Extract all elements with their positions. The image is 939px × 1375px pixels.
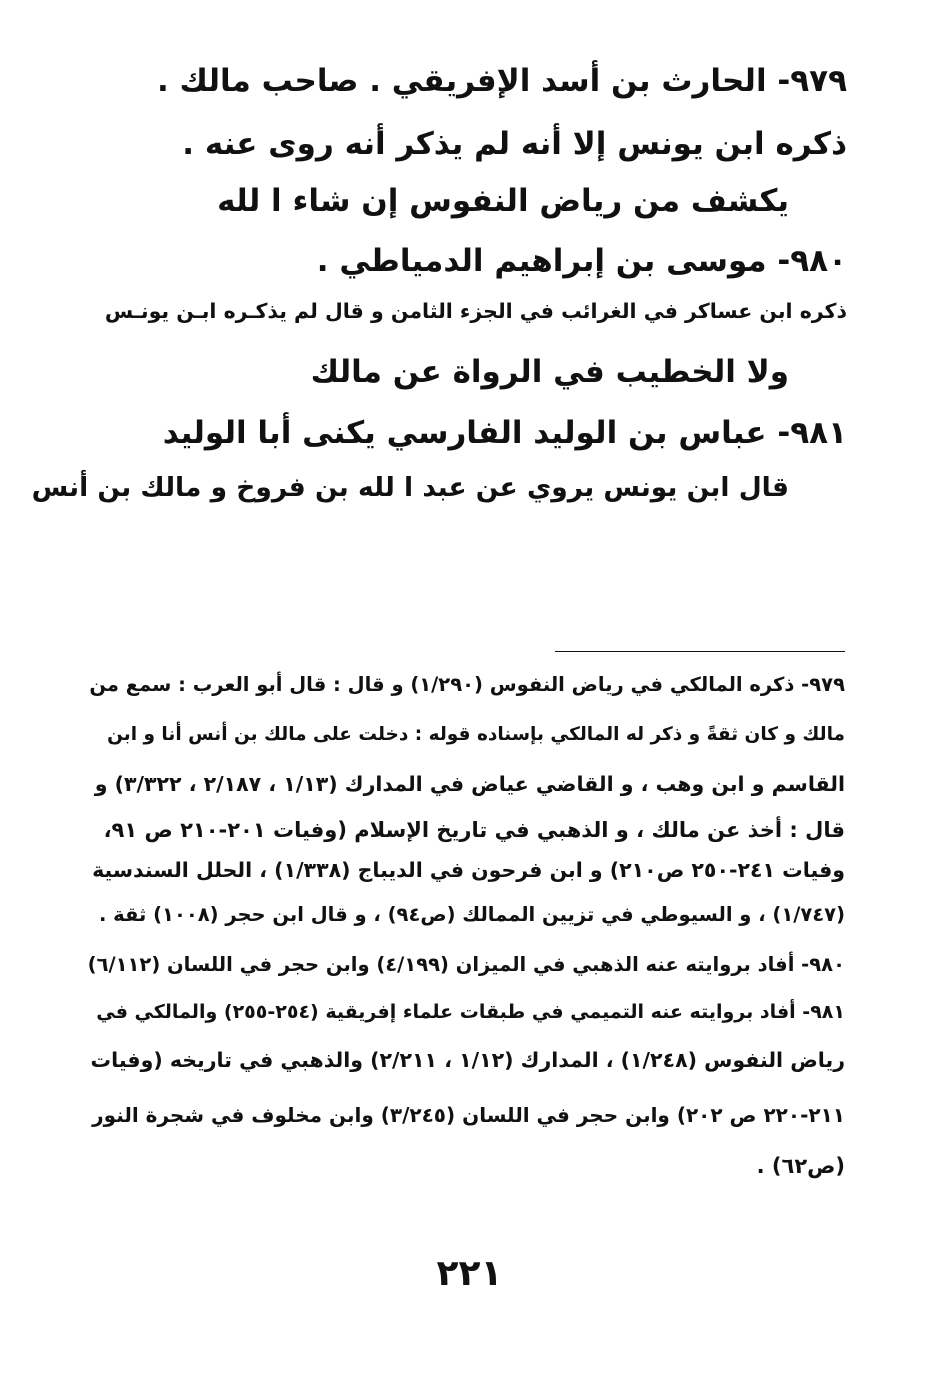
- footnote-line: مالك و كان ثقةً و ذكر له المالكي بإسناده قوله : دخلت على مالك بن أنس أنا و ابن: [107, 724, 845, 745]
- entry-981-heading: ٩٨١- عباس بن الوليد الفارسي يكنى أبا الوليد: [162, 415, 847, 451]
- footnote-line: ٢١١-٢٢٠ ص ٢٠٢) وابن حجر في اللسان (٣/٢٤٥) وابن مخلوف في شجرة النور: [92, 1103, 845, 1127]
- entry-980-text: ذكره ابن عساكر في الغرائب في الجزء الثامن و قال لم يذكـره ابـن يونـس: [104, 299, 847, 323]
- entry-981-text: قال ابن يونس يروي عن عبد ا لله بن فروخ و مالك بن أنس: [31, 472, 789, 503]
- footnote-line: القاسم و ابن وهب ، و القاضي عياض في المدارك (١/١٣ ، ٢/١٨٧ ، ٣/٣٢٢) و: [94, 772, 845, 796]
- entry-980-heading: ٩٨٠- موسى بن إبراهيم الدمياطي .: [316, 243, 847, 279]
- footnote-line: قال : أخذ عن مالك ، و الذهبي في تاريخ الإسلام (وفيات ٢٠١-٢١٠ ص ٩١،: [103, 818, 845, 842]
- footnote-line: ٩٨١- أفاد بروايته عنه التميمي في طبقات علماء إفريقية (٢٥٤-٢٥٥) والمالكي في: [96, 1001, 845, 1023]
- footnote-line: وفيات ٢٤١-٢٥٠ ص٢١٠) و ابن فرحون في الديباج (١/٣٣٨) ، الحلل السندسية: [92, 858, 845, 882]
- footnote-divider: [555, 651, 845, 652]
- footnote-line: (ص٦٢) .: [756, 1154, 845, 1178]
- footnote-line: ٩٨٠- أفاد بروايته عنه الذهبي في الميزان (٤/١٩٩) وابن حجر في اللسان (٦/١١٢): [87, 953, 845, 976]
- footnote-line: (١/٧٤٧) ، و السيوطي في تزيين الممالك (ص٩٤) ، و قال ابن حجر (١٠٠٨) ثقة .: [98, 903, 845, 926]
- footnote-line: ٩٧٩- ذكره المالكي في رياض النفوس (١/٢٩٠) و قال : قال أبو العرب : سمع من: [89, 673, 845, 696]
- entry-979-text: ذكره ابن يونس إلا أنه لم يذكر أنه روى عنه .: [182, 126, 847, 162]
- entry-980-text-continued: ولا الخطيب في الرواة عن مالك: [310, 354, 789, 390]
- entry-979-heading: ٩٧٩- الحارث بن أسد الإفريقي . صاحب مالك .: [156, 63, 847, 99]
- footnote-line: رياض النفوس (١/٢٤٨) ، المدارك (١/١٢ ، ٢/٢١١) والذهبي في تاريخه (وفيات: [90, 1048, 845, 1072]
- page-number: ٢٢١: [436, 1253, 503, 1294]
- entry-979-note: يكشف من رياض النفوس إن شاء ا لله: [217, 183, 789, 219]
